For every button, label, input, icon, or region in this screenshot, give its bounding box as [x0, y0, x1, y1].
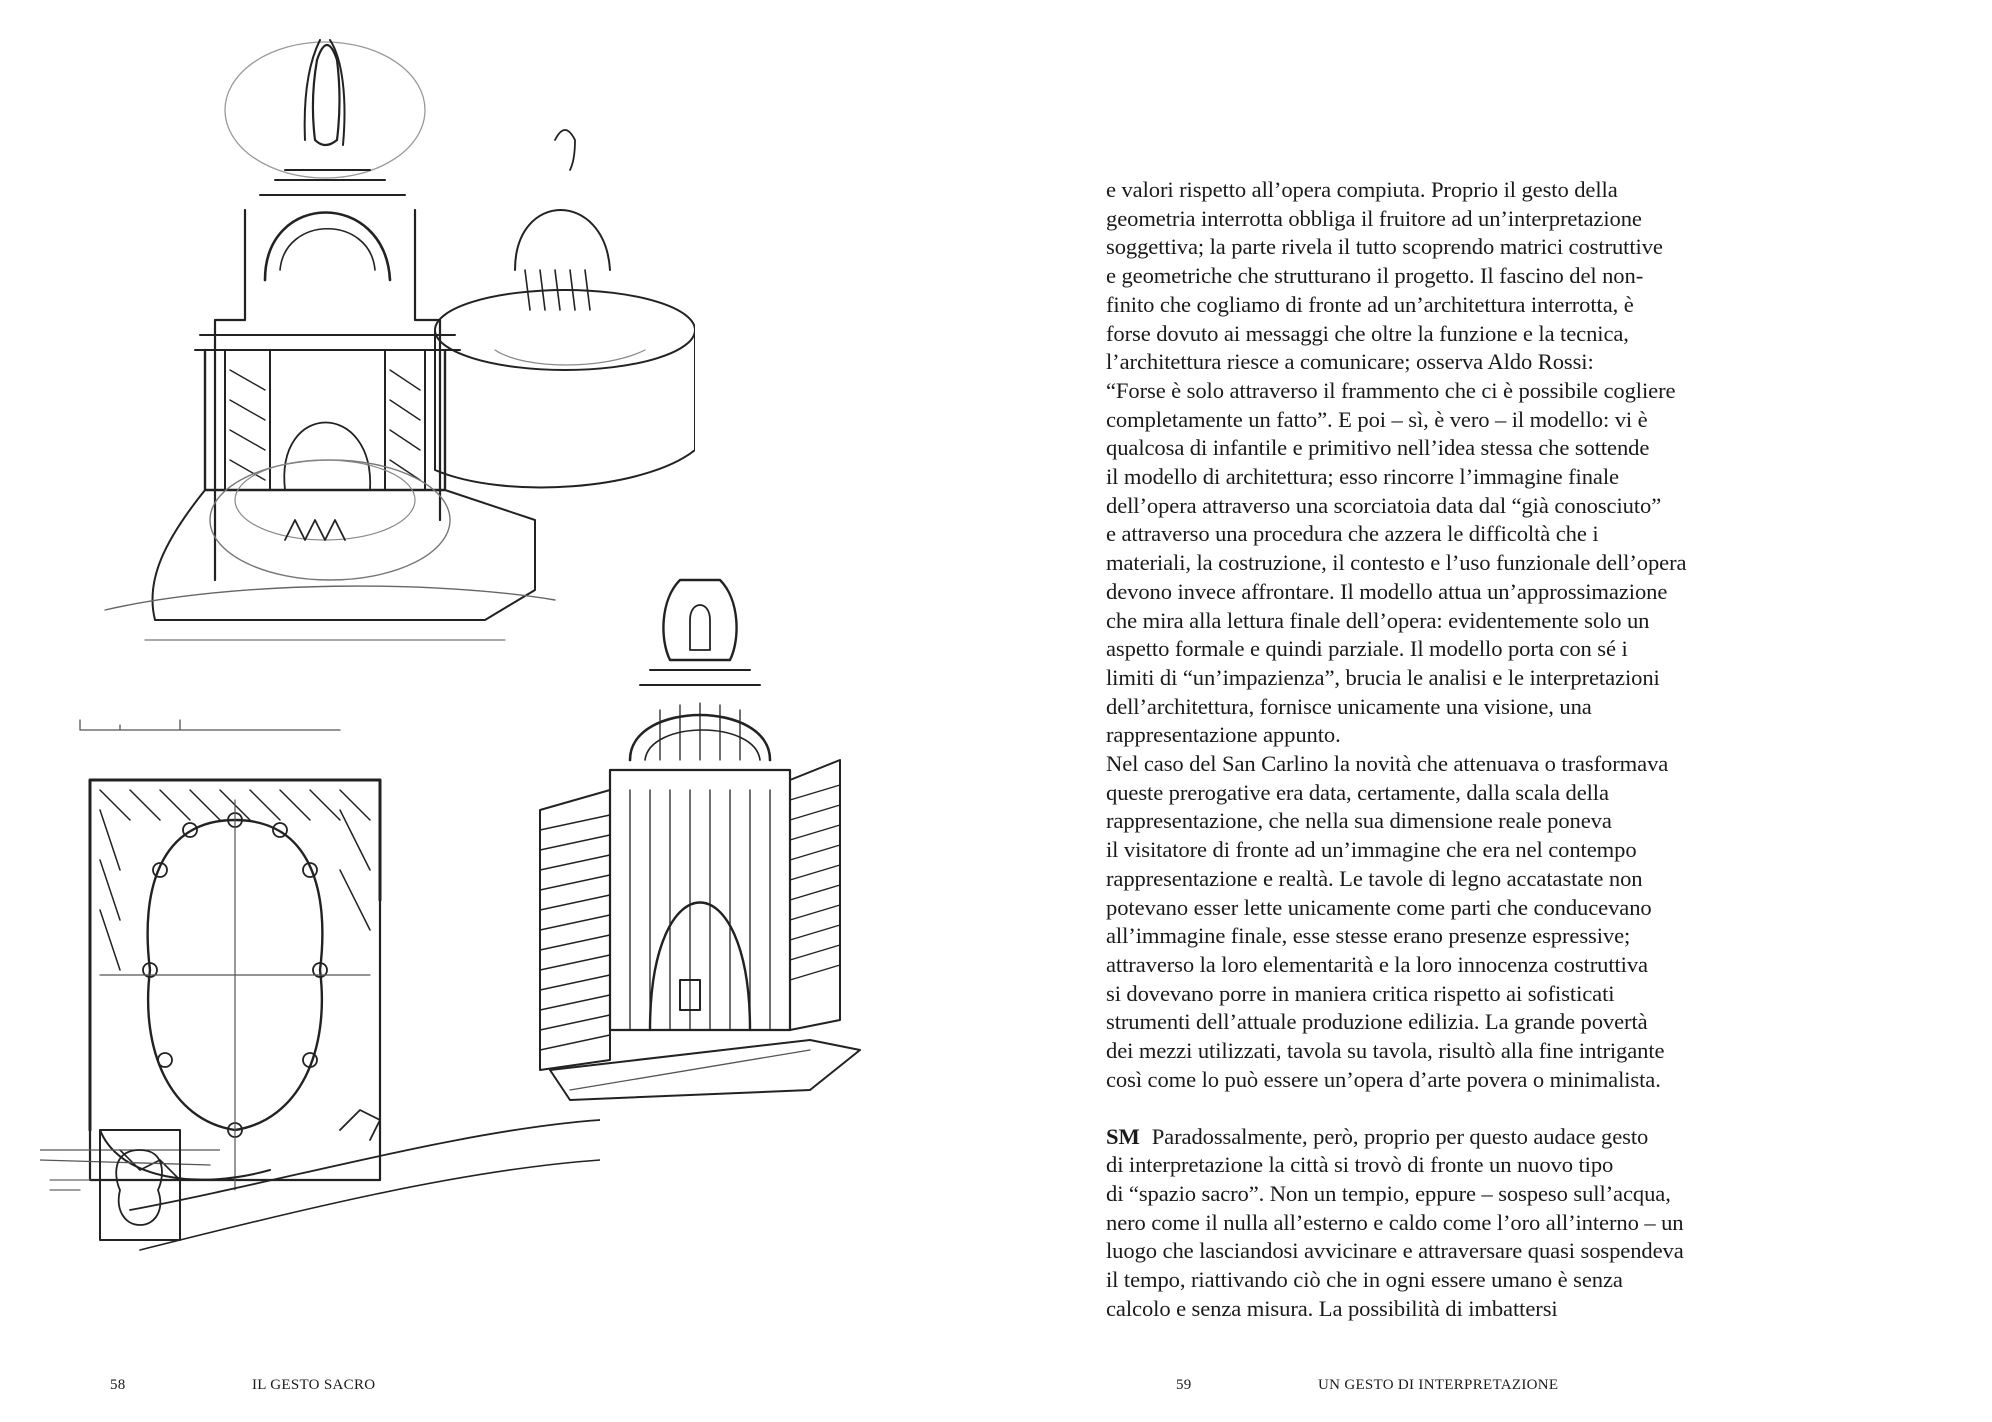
page-number-left: 58 [110, 1377, 126, 1393]
sketch-small-plan [40, 1120, 220, 1260]
speaker-tag: SM [1106, 1123, 1140, 1149]
paragraph-1: e valori rispetto all’opera compiuta. Proprio il gesto della geometria interrotta obbliga il fruitore ad un’interpretazione soggettiva; la parte rivela il tutto scoprendo matrici costruttive e geometriche che strutturano il progetto. Il fascino del non- finito che cogliamo di fronte ad un’architettura interrotta, è forse dovuto ai messaggi che oltre la funzione e la tecnica, l’architettura riesce a comunicare; osserva Aldo Rossi: “Forse è solo attraverso il frammento che ci è possibile cogliere completamente un fatto”. E poi – sì, è vero – il modello: vi è qualcosa di infantile e primitivo nell’idea stessa che sottende il modello di architettura; esso rincorre l’immagine finale dell’opera attraverso una scorciatoia data dal “già conosciuto” e attraverso una procedura che azzera le difficoltà che i materiali, la costruzione, il contesto e l’uso funzionale dell’opera devono invece affrontare. Il modello attua un’approssimazione che mira alla lettura finale dell’opera: evidentemente solo un aspetto formale e quindi parziale. Il modello porta con sé i limiti di “un’impazienza”, brucia le analisi e le interpretazioni dell’architettura, fornisce unicamente una visione, una rappresentazione appunto. [1106, 177, 1687, 748]
architectural-sketches [40, 20, 900, 1280]
paragraph-3: Paradossalmente, però, proprio per questo audace gesto di interpretazione la città si trovò di fronte un nuovo tipo di “spazio sacro”. Non un tempio, eppure – sospeso sull’acqua, nero come il nulla all’esterno e caldo come l’oro all’interno – un luogo che lasciandosi avvicinare e attraversare quasi sospendeva il tempo, riattivando ciò che in ogni essere umano è senza calcolo e senza misura. La possibilità di imbattersi [1106, 1123, 1684, 1321]
paragraph-spacer [1106, 1095, 1746, 1123]
running-head-left: IL GESTO SACRO [252, 1377, 376, 1393]
page-number-right: 59 [1176, 1377, 1192, 1393]
body-text [1106, 176, 1746, 1323]
paragraph-3-wrapper [1106, 1123, 1746, 1324]
right-page [996, 0, 1992, 1422]
paragraph-2: Nel caso del San Carlino la novità che attenuava o trasformava queste prerogative era data, certamente, dalla scala della rappresentazione, che nella sua dimensione reale poneva il visitatore di fronte ad un’immagine che era nel contempo rappresentazione e realtà. Le tavole di legno accatastate non potevano esser lette unicamente come parti che conducevano all’immagine finale, esse stesse erano presenze espressive; attraverso la loro elementarità e la loro innocenza costruttiva si dovevano porre in maniera critica rispetto ai sofisticati strumenti dell’attuale produzione edilizia. La grande povertà dei mezzi utilizzati, tavola su tavola, risultò alla fine intrigante così come lo può essere un’opera d’arte povera o minimalista. [1106, 751, 1669, 1092]
running-head-right: UN GESTO DI INTERPRETAZIONE [1318, 1377, 1559, 1393]
sketch-tower-scaffolding [510, 560, 900, 1120]
